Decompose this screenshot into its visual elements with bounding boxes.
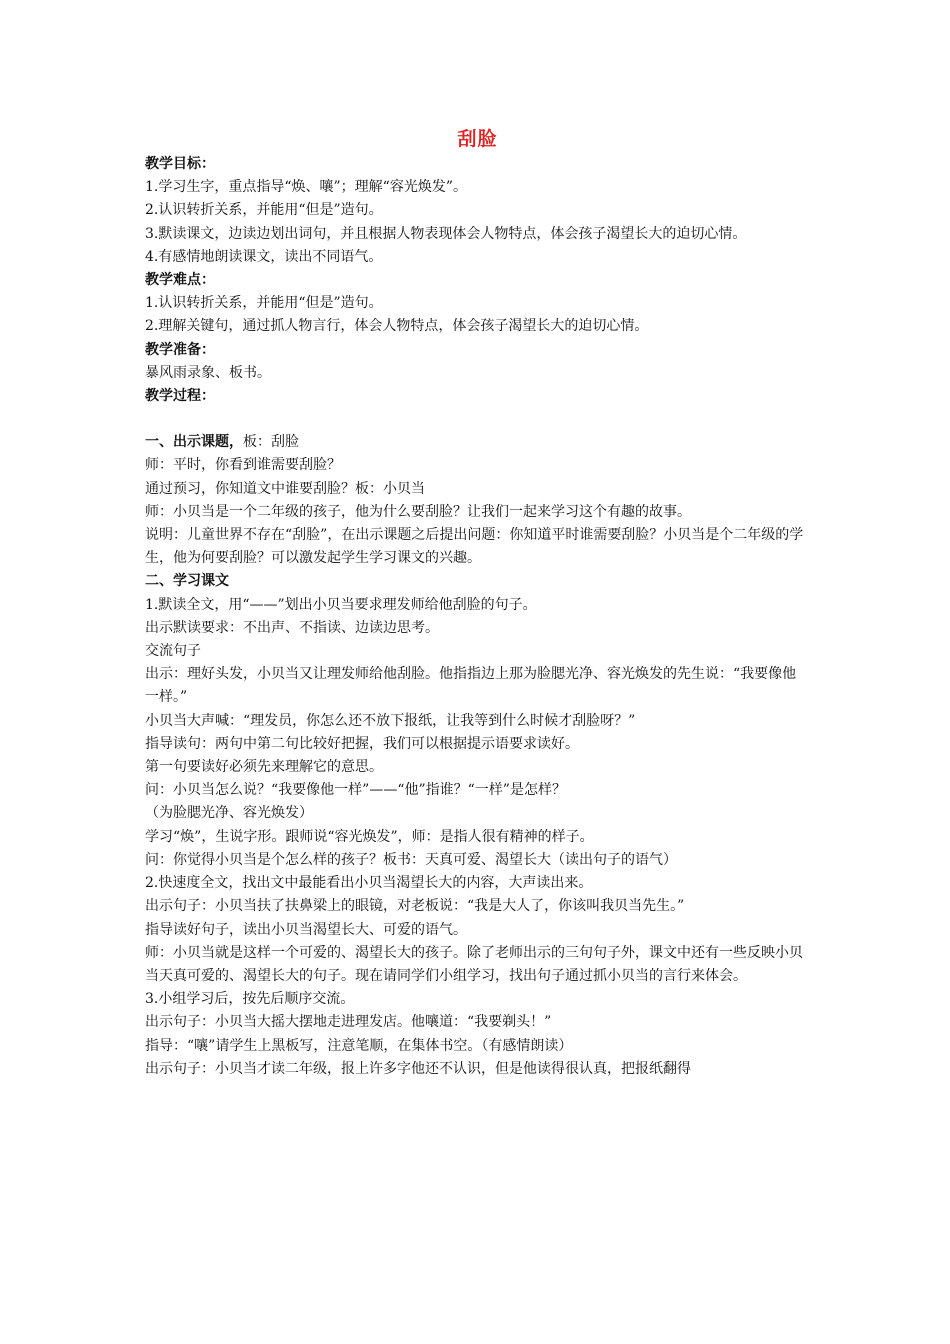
blank-line — [145, 408, 810, 431]
section2-item-13: 出示句子：小贝当扶了扶鼻梁上的眼镜，对老板说：“我是大人了，你该叫我贝当先生。” — [145, 898, 685, 915]
difficulties-heading: 教学难点： — [145, 272, 215, 289]
section2-item-6: 指导读句：两句中第二句比较好把握，我们可以根据提示语要求读好。 — [145, 735, 579, 752]
preparation-item-1: 暴风雨录象、板书。 — [145, 364, 271, 381]
section2-item-18: 指导：“嚷”请学生上黑板写，注意笔顺，在集体书空。（有感情朗读） — [145, 1037, 573, 1054]
section2-item-4: 出示：理好头发，小贝当又让理发师给他刮脸。他指指边上那为脸腮光净、容光焕发的先生说：“我要像他一样。” — [145, 666, 797, 706]
section2-item-7: 第一句要读好必须先来理解它的意思。 — [145, 759, 383, 776]
section1-heading-rest: 板：刮脸 — [243, 434, 299, 451]
section2-item-5: 小贝当大声喊：“理发员，你怎么还不放下报纸，让我等到什么时候才刮脸呀？” — [145, 712, 636, 729]
goal-item-3: 3.默读课文，边读边划出词句，并且根据人物表现体会人物特点，体会孩子渴望长大的迫切心情。 — [145, 225, 747, 242]
section2-item-9: （为脸腮光净、容光焕发） — [145, 805, 313, 822]
section2-item-15: 师：小贝当就是这样一个可爱的、渴望长大的孩子。除了老师出示的三句句子外，课文中还有一些反映小贝当天真可爱的、渴望长大的句子。现在请同学们小组学习，找出句子通过抓小贝当的言行来体会。 — [145, 944, 803, 984]
section2-item-11: 问：你觉得小贝当是个怎么样的孩子？板书：天真可爱、渴望长大（读出句子的语气） — [145, 851, 677, 868]
section2-item-3: 交流句子 — [145, 643, 201, 660]
section1-heading: 一、出示课题， — [145, 434, 243, 451]
document-title: 刮脸 — [457, 128, 498, 150]
goal-item-1: 1.学习生字，重点指导“焕、嚷”；理解“容光焕发”。 — [145, 179, 467, 196]
section2-item-16: 3.小组学习后，按先后顺序交流。 — [145, 991, 355, 1008]
goal-item-2: 2.认识转折关系，并能用“但是”造句。 — [145, 202, 383, 219]
section2-item-19: 出示句子：小贝当才读二年级，报上许多字他还不认识，但是他读得很认真，把报纸翻得 — [145, 1060, 691, 1077]
preparation-heading: 教学准备： — [145, 341, 215, 358]
section1-heading-line — [145, 431, 810, 454]
goal-item-4: 4.有感情地朗读课文，读出不同语气。 — [145, 248, 383, 265]
section2-heading: 二、学习课文 — [145, 573, 229, 590]
section2-item-12: 2.快速度全文，找出文中最能看出小贝当渴望长大的内容，大声读出来。 — [145, 875, 593, 892]
section2-item-10: 学习“焕”，生说字形。跟师说“容光焕发”，师：是指人很有精神的样子。 — [145, 828, 594, 845]
difficulty-item-1: 1.认识转折关系，并能用“但是”造句。 — [145, 295, 383, 312]
section2-item-1: 1.默读全文，用“——”划出小贝当要求理发师给他刮脸的句子。 — [145, 596, 537, 613]
section1-item-3: 师：小贝当是一个二年级的孩子，他为什么要刮脸？让我们一起来学习这个有趣的故事。 — [145, 503, 691, 520]
goals-heading: 教学目标： — [145, 156, 215, 172]
process-heading: 教学过程： — [145, 388, 215, 405]
section1-item-1: 师：平时，你看到谁需要刮脸？ — [145, 457, 341, 474]
section1-item-2: 通过预习，你知道文中谁要刮脸？板：小贝当 — [145, 480, 425, 497]
section2-item-14: 指导读好句子，读出小贝当渴望长大、可爱的语气。 — [145, 921, 467, 938]
section2-item-2: 出示默读要求：不出声、不指读、边读边思考。 — [145, 619, 439, 636]
section2-item-17: 出示句子：小贝当大摇大摆地走进理发店。他嚷道：“我要剃头！” — [145, 1014, 552, 1031]
section1-item-4: 说明：儿童世界不存在“刮脸”，在出示课题之后提出问题：你知道平时谁需要刮脸？小贝当是个二年级的学生，他为何要刮脸？可以激发起学生学习课文的兴趣。 — [145, 527, 804, 567]
section2-item-8: 问：小贝当怎么说？“我要像他一样”——“他”指谁？“一样”是怎样？ — [145, 782, 566, 799]
difficulty-item-2: 2.理解关键句，通过抓人物言行，体会人物特点，体会孩子渴望长大的迫切心情。 — [145, 318, 649, 335]
document-page — [145, 128, 810, 1081]
